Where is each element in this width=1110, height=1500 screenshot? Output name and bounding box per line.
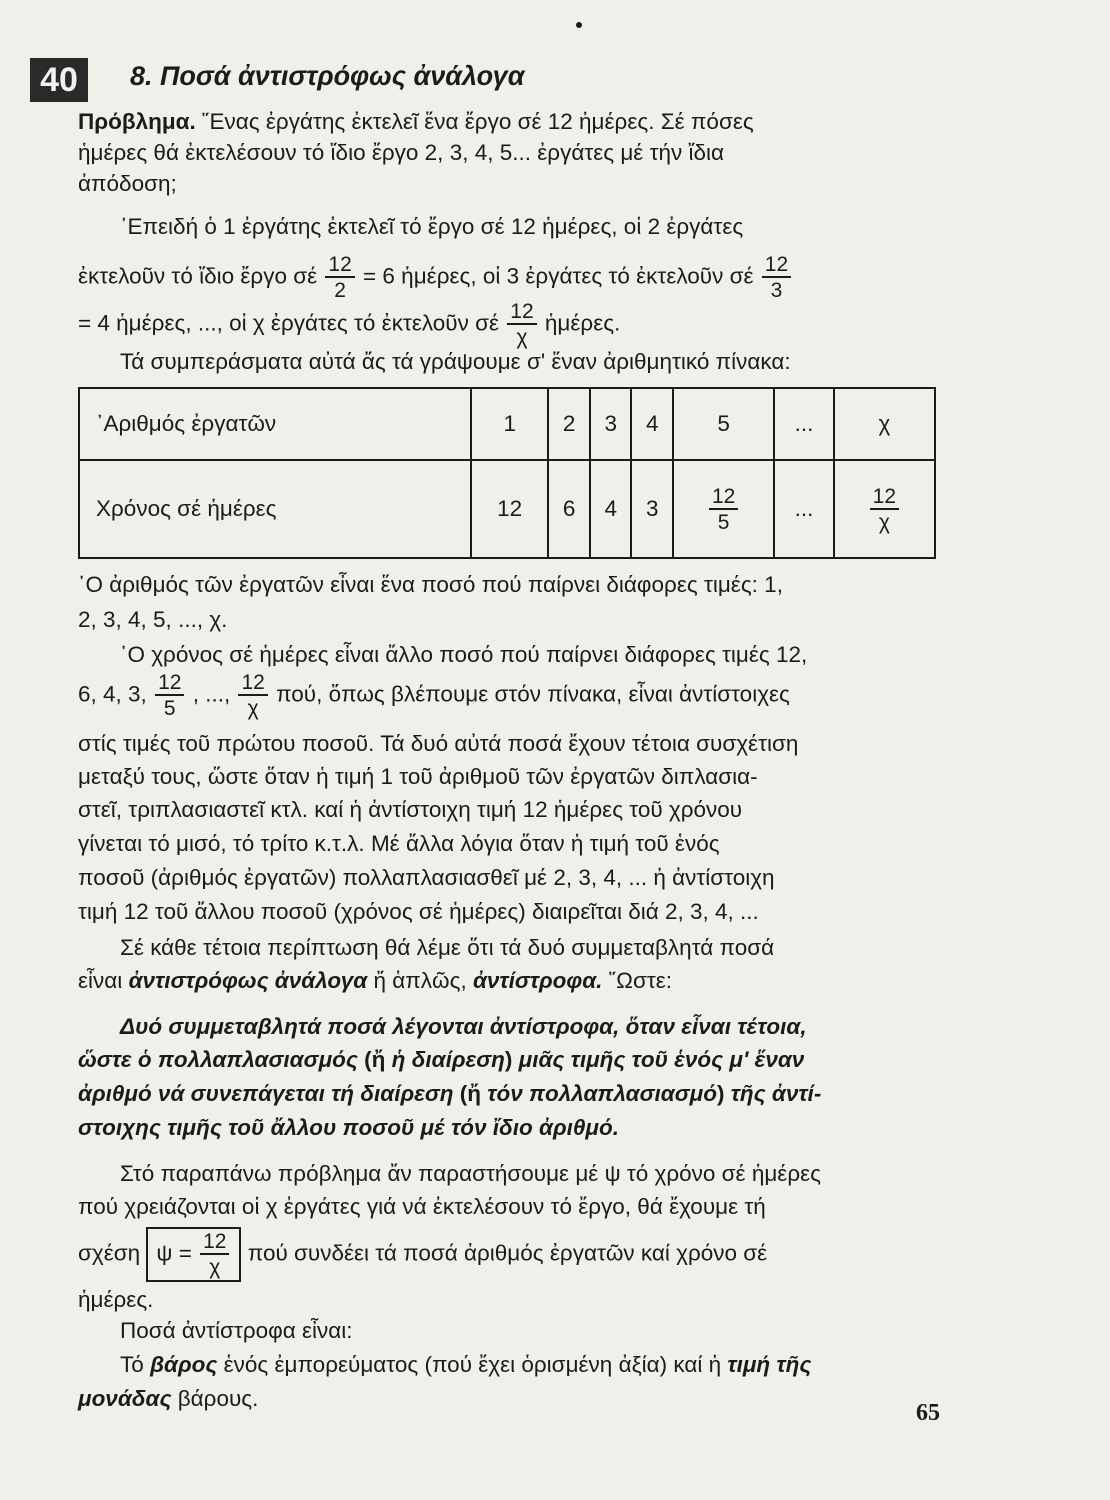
closing-text: πού συνδέει τά ποσά ἀριθμός ἐργατῶν καί χρόνο σέ bbox=[247, 1240, 768, 1266]
table-cell: χ bbox=[834, 388, 935, 460]
fraction-den: 5 bbox=[717, 510, 730, 534]
fraction-12-over-x bbox=[870, 486, 899, 533]
fraction-num: 12 bbox=[709, 486, 738, 510]
closing-line: Στό παραπάνω πρόβλημα ἄν παραστήσουμε μέ ψ τό χρόνο σέ ἡμέρες bbox=[120, 1161, 821, 1186]
body-line-with-fractions bbox=[78, 672, 790, 719]
fraction-den: 3 bbox=[770, 279, 783, 302]
table-cell: ... bbox=[774, 388, 833, 460]
solution-text-2a: ἐκτελοῦν τό ἴδιο ἔργο σέ bbox=[78, 263, 318, 289]
definition-text: ἡ διαίρεση bbox=[391, 1047, 505, 1072]
fraction-den: χ bbox=[878, 510, 890, 534]
solution-text-2b: = 6 ἡμέρες, οἱ 3 ἐργάτες τό ἐκτελοῦν σέ bbox=[363, 263, 754, 289]
problem-line-1 bbox=[78, 107, 754, 137]
definition-text: (ἤ bbox=[364, 1047, 386, 1072]
formula-box bbox=[146, 1227, 241, 1282]
fraction-num: 12 bbox=[762, 254, 791, 278]
definition-text: μιᾶς τιμῆς τοῦ ἑνός μ' ἕναν bbox=[518, 1047, 805, 1072]
term-unit: μονάδας bbox=[78, 1386, 172, 1411]
closing-text: βάρους. bbox=[177, 1386, 259, 1411]
body-line: στεῖ, τριπλασιαστεῖ κτλ. καί ἡ ἀντίστοιχη τιμή 12 ἡμέρες τοῦ χρόνου bbox=[78, 797, 743, 822]
definition-line bbox=[78, 1045, 804, 1075]
table-cell: 3 bbox=[631, 460, 673, 558]
fraction-12-over-x bbox=[200, 1231, 229, 1278]
body-text: 6, 4, 3, bbox=[78, 681, 147, 707]
fraction-12-over-5 bbox=[709, 486, 738, 533]
table-cell: ... bbox=[774, 460, 833, 558]
fraction-num: 12 bbox=[155, 672, 184, 696]
definition-text: τῆς ἀντί- bbox=[730, 1081, 822, 1106]
solution-line-4: Τά συμπεράσματα αὐτά ἄς τά γράψουμε σ' ἕναν ἀριθμητικό πίνακα: bbox=[120, 349, 791, 374]
solution-text-3a: = 4 ἡμέρες, ..., οἱ χ ἐργάτες τό ἐκτελοῦν σέ bbox=[78, 310, 500, 336]
table-cell: 3 bbox=[590, 388, 632, 460]
fraction-num: 12 bbox=[870, 486, 899, 510]
body-text: ἤ ἁπλῶς, bbox=[373, 968, 467, 993]
closing-text: ἑνός ἐμπορεύματος (πού ἔχει ὁρισμένη ἀξία) καί ἡ bbox=[223, 1352, 722, 1377]
body-text: ῞Ωστε: bbox=[608, 968, 673, 993]
fraction-den: χ bbox=[247, 697, 259, 720]
definition-text: ὥστε ὁ πολλαπλασιασμός bbox=[78, 1047, 358, 1072]
problem-label: Πρόβλημα. bbox=[78, 109, 196, 134]
body-line: στίς τιμές τοῦ πρώτου ποσοῦ. Τά δυό αὐτά ποσά ἔχουν τέτοια συσχέτιση bbox=[78, 731, 799, 756]
solution-line-2 bbox=[78, 254, 793, 301]
table-cell: 2 bbox=[548, 388, 590, 460]
body-line: ῾Ο χρόνος σέ ἡμέρες εἶναι ἄλλο ποσό πού παίρνει διάφορες τιμές 12, bbox=[120, 642, 808, 667]
table-row-days bbox=[79, 460, 935, 558]
body-line: γίνεται τό μισό, τό τρίτο κ.τ.λ. Μέ ἄλλα λόγια ὅταν ἡ τιμή τοῦ ἑνός bbox=[78, 831, 720, 856]
fraction-num: 12 bbox=[200, 1231, 229, 1255]
fraction-den: 5 bbox=[163, 697, 176, 720]
page-number: 65 bbox=[916, 1400, 940, 1426]
definition-line: Δυό συμμεταβλητά ποσά λέγονται ἀντίστροφα, ὅταν εἶναι τέτοια, bbox=[120, 1014, 807, 1039]
solution-line-1: ᾿Επειδή ὁ 1 ἐργάτης ἐκτελεῖ τό ἔργο σέ 12 ἡμέρες, οἱ 2 ἐργάτες bbox=[120, 214, 744, 239]
term-weight: βάρος bbox=[150, 1352, 218, 1377]
term-price: τιμή τῆς bbox=[727, 1352, 812, 1377]
term-inverse: ἀντίστροφα. bbox=[472, 968, 603, 993]
body-text: πού, ὅπως βλέπουμε στόν πίνακα, εἶναι ἀντίστοιχες bbox=[276, 681, 790, 707]
body-text: , ..., bbox=[192, 681, 231, 707]
definition-text: ἀριθμό νά συνεπάγεται τή διαίρεση bbox=[78, 1081, 454, 1106]
body-line bbox=[78, 966, 672, 996]
fraction-num: 12 bbox=[238, 672, 267, 696]
table-cell: 12 bbox=[471, 460, 548, 558]
body-line: τιμή 12 τοῦ ἄλλου ποσοῦ (χρόνος σέ ἡμέρες) διαιρεῖται διά 2, 3, 4, ... bbox=[78, 899, 759, 924]
body-line: μεταξύ τους, ὥστε ὅταν ἡ τιμή 1 τοῦ ἀριθμοῦ τῶν ἐργατῶν διπλασια- bbox=[78, 764, 758, 789]
closing-line: ἡμέρες. bbox=[78, 1287, 154, 1312]
closing-line bbox=[120, 1350, 811, 1380]
body-line: 2, 3, 4, 5, ..., χ. bbox=[78, 607, 228, 632]
body-line: Σέ κάθε τέτοια περίπτωση θά λέμε ὅτι τά δυό συμμεταβλητά ποσά bbox=[120, 935, 775, 960]
row-header-days: Χρόνος σέ ἡμέρες bbox=[79, 460, 471, 558]
problem-line-3: ἀπόδοση; bbox=[78, 171, 177, 196]
ink-dot bbox=[576, 22, 582, 28]
row-header-workers: ᾿Αριθμός ἐργατῶν bbox=[79, 388, 471, 460]
formula-lhs: ψ = bbox=[156, 1240, 192, 1266]
problem-text-1: ῞Ενας ἐργάτης ἐκτελεῖ ἕνα ἔργο σέ 12 ἡμέρες. Σέ πόσες bbox=[202, 109, 754, 134]
closing-line: πού χρειάζονται οἱ χ ἐργάτες γιά νά ἐκτελέσουν τό ἔργο, θά ἔχουμε τή bbox=[78, 1194, 766, 1219]
fraction-12-over-x bbox=[238, 672, 267, 719]
closing-line bbox=[78, 1384, 258, 1414]
term-inverse-proportional: ἀντιστρόφως ἀνάλογα bbox=[128, 968, 368, 993]
table-cell-fraction bbox=[834, 460, 935, 558]
fraction-12-over-3 bbox=[762, 254, 791, 301]
workers-days-table bbox=[78, 387, 936, 559]
solution-text-3b: ἡμέρες. bbox=[544, 310, 621, 336]
page-badge: 40 bbox=[30, 58, 88, 102]
fraction-12-over-x bbox=[507, 301, 536, 348]
body-line: ποσοῦ (ἀριθμός ἐργατῶν) πολλαπλασιασθεῖ μέ 2, 3, 4, ... ἡ ἀντίστοιχη bbox=[78, 865, 775, 890]
section-title: 8. Ποσά ἀντιστρόφως ἀνάλογα bbox=[130, 61, 525, 91]
fraction-den: χ bbox=[209, 1256, 221, 1279]
table-cell-fraction bbox=[673, 460, 774, 558]
table-cell: 1 bbox=[471, 388, 548, 460]
fraction-12-over-2 bbox=[325, 254, 354, 301]
definition-text: ) bbox=[716, 1081, 725, 1106]
table-cell: 6 bbox=[548, 460, 590, 558]
closing-line-formula bbox=[78, 1227, 767, 1282]
table-cell: 4 bbox=[590, 460, 632, 558]
definition-text: ) bbox=[504, 1047, 513, 1072]
fraction-12-over-5 bbox=[155, 672, 184, 719]
definition-text: τόν πολλαπλασιασμό bbox=[487, 1081, 717, 1106]
solution-line-3 bbox=[78, 301, 620, 348]
fraction-den: 2 bbox=[334, 279, 346, 302]
problem-line-2: ἡμέρες θά ἐκτελέσουν τό ἴδιο ἔργο 2, 3, 4, 5... ἐργάτες μέ τήν ἴδια bbox=[78, 140, 725, 165]
fraction-num: 12 bbox=[325, 254, 354, 278]
closing-text: Τό bbox=[120, 1352, 144, 1377]
definition-line: στοιχης τιμῆς τοῦ ἄλλου ποσοῦ μέ τόν ἴδιο ἀριθμό. bbox=[78, 1115, 619, 1140]
fraction-num: 12 bbox=[507, 301, 536, 325]
body-line: ῾Ο ἀριθμός τῶν ἐργατῶν εἶναι ἕνα ποσό πού παίρνει διάφορες τιμές: 1, bbox=[78, 572, 783, 597]
definition-text: (ἤ bbox=[459, 1081, 482, 1106]
body-text: εἶναι bbox=[78, 968, 123, 993]
closing-text: σχέση bbox=[78, 1240, 141, 1266]
definition-line bbox=[78, 1079, 821, 1109]
table-cell: 4 bbox=[631, 388, 673, 460]
table-row-workers bbox=[79, 388, 935, 460]
table-cell: 5 bbox=[673, 388, 774, 460]
fraction-den: χ bbox=[516, 326, 528, 349]
closing-line: Ποσά ἀντίστροφα εἶναι: bbox=[120, 1318, 353, 1343]
